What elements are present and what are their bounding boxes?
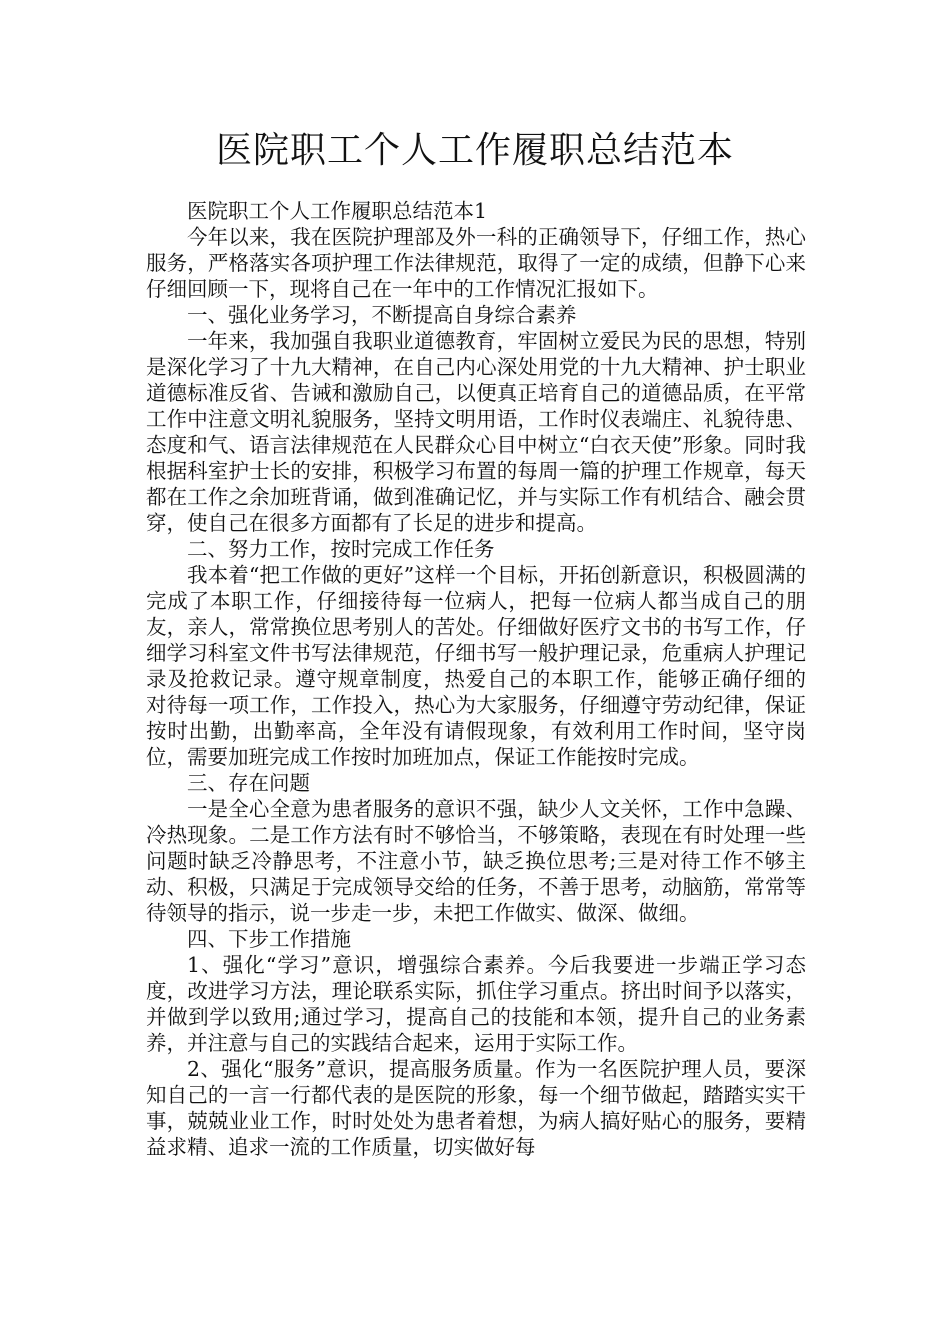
paragraph-measure-2: 2、强化“服务”意识，提高服务质量。作为一名医院护理人员，要深知自己的一言一行都代表的是医院的形象，每一个细节做起，踏踏实实干事，兢兢业业工作，时时处处为患者着想，为病人搞好贴心的服务，要精益求精、追求一流的工作质量，切实做好每 [146, 1057, 806, 1159]
document-body [146, 198, 806, 1160]
paragraph-section-2: 我本着“把工作做的更好”这样一个目标，开拓创新意识，积极圆满的完成了本职工作，仔细接待每一位病人，把每一位病人都当成自己的朋友，亲人，常常换位思考别人的苦处。仔细做好医疗文书的书写工作，仔细学习科室文件书写法律规范，仔细书写一般护理记录，危重病人护理记录及抢救记录。遵守规章制度，热爱自己的本职工作，能够正确仔细的 对待每一项工作，工作投入，热心为大家服务，仔细遵守劳动纪律，保证按时出勤，出勤率高，全年没有请假现象，有效利用工作时间，坚守岗位，需要加班完成工作按时加班加点，保证工作能按时完成。 [146, 563, 806, 769]
section-heading-1: 一、强化业务学习，不断提高自身综合素养 [187, 303, 577, 327]
section-heading-2: 二、努力工作，按时完成工作任务 [187, 537, 495, 561]
section-heading-4: 四、下步工作措施 [187, 927, 351, 951]
paragraph-measure-1: 1、强化“学习”意识，增强综合素养。今后我要进一步端正学习态度，改进学习方法，理论联系实际，抓住学习重点。挤出时间予以落实，并做到学以致用;通过学习，提高自己的技能和本领，提升自己的业务素养，并注意与自己的实践结合起来，运用于实际工作。 [146, 953, 806, 1055]
paragraph-section-3: 一是全心全意为患者服务的意识不强，缺少人文关怀，工作中急躁、冷热现象。二是工作方法有时不够恰当，不够策略，表现在有时处理一些问题时缺乏冷静思考，不注意小节，缺乏换位思考;三是对待工作不够主动、积极，只满足于完成领导交给的任务，不善于思考，动脑筋，常常等待领导的指示，说一步走一步，未把工作做实、做深、做细。 [146, 797, 806, 925]
subtitle: 医院职工个人工作履职总结范本1 [187, 199, 488, 223]
paragraph-section-1: 一年来，我加强自我职业道德教育，牢固树立爱民为民的思想，特别是深化学习了十九大精神，在自己内心深处用党的十九大精神、护士职业道德标准反省、告诫和激励自己，以便真正培育自己的道德品质，在平常工作中注意文明礼貌服务，坚持文明用语，工作时仪表端庄、礼貌待患、态度和气、语言法律规范在人民群众心目中树立“白衣天使”形象。同时我根据科室护士长的安排，积极学习布置的每周一篇的护理工作规章，每天都在工作之余加班背诵，做到准确记忆，并与实际工作有机结合、融会贯穿，使自己在很多方面都有了长足的进步和提高。 [146, 329, 806, 535]
document-title: 医院职工个人工作履职总结范本 [215, 130, 734, 171]
paragraph-intro: 今年以来，我在医院护理部及外一科的正确领导下，仔细工作，热心服务，严格落实各项护理工作法律规范，取得了一定的成绩，但静下心来仔细回顾一下，现将自己在一年中的工作情况汇报如下。 [146, 225, 806, 301]
section-heading-3: 三、存在问题 [187, 771, 310, 795]
